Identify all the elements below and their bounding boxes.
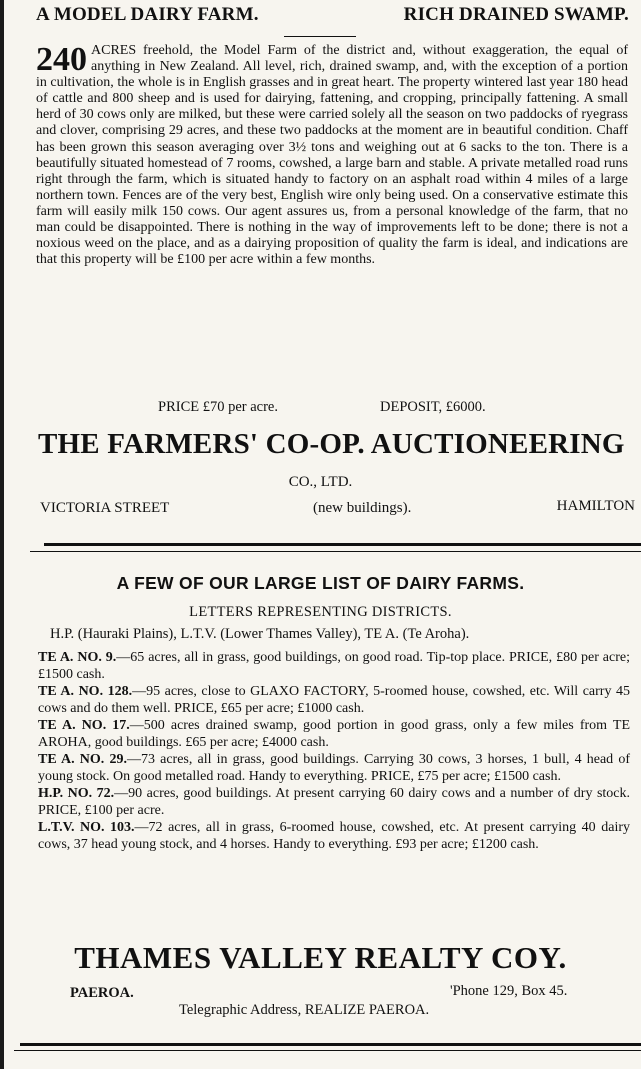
ad1-title-divider — [284, 36, 356, 37]
ad1-deposit: DEPOSIT, £6000. — [380, 399, 486, 415]
ad1-price: PRICE £70 per acre. — [158, 399, 278, 415]
listing-item — [38, 718, 630, 751]
listing-label: TE A. NO. 17. — [38, 718, 130, 733]
ad2-subheading: LETTERS REPRESENTING DISTRICTS. — [189, 604, 452, 620]
listing-item — [38, 650, 630, 683]
ad-separator-thin — [30, 551, 641, 552]
ad2-district-key: H.P. (Hauraki Plains), L.T.V. (Lower Thames Valley), TE A. (Te Aroha). — [50, 626, 470, 642]
ad-separator-bottom-thin — [14, 1050, 641, 1051]
ad1-title-right: RICH DRAINED SWAMP. — [403, 4, 629, 25]
ad1-body — [36, 43, 628, 268]
ad1-company-sub: CO., LTD. — [288, 474, 353, 490]
ad-separator-bottom — [20, 1043, 641, 1046]
ad2-phone: 'Phone 129, Box 45. — [450, 983, 568, 999]
ad2-town: PAEROA. — [70, 985, 134, 1001]
ad2-company: THAMES VALLEY REALTY COY. — [74, 940, 567, 975]
listing-label: TE A. NO. 128. — [38, 684, 133, 699]
listing-item — [38, 752, 630, 785]
ad1-title-left: A MODEL DAIRY FARM. — [36, 4, 259, 25]
page-edge — [0, 0, 4, 1069]
listing-item — [38, 684, 630, 717]
ad2-heading: A FEW OF OUR LARGE LIST OF DAIRY FARMS. — [116, 573, 525, 593]
listing-text: —65 acres, all in grass, good buildings, on good road. Tip-top place. PRICE, £80 per acre; £1500 cash. — [38, 650, 630, 682]
listing-label: TE A. NO. 9. — [38, 650, 117, 665]
listing-label: TE A. NO. 29. — [38, 752, 127, 767]
ad2-telegraphic: Telegraphic Address, REALIZE PAEROA. — [179, 1002, 430, 1018]
listing-text: —72 acres, all in grass, 6-roomed house, cowshed, etc. At present carrying 40 dairy cows, 37 head young stock, and 4 horses. Handy to everything. £93 per acre; £1200 cash. — [38, 820, 630, 852]
ad1-company: THE FARMERS' CO-OP. AUCTIONEERING — [38, 428, 625, 460]
ad2-listings — [38, 650, 630, 853]
listing-label: H.P. NO. 72. — [38, 786, 115, 801]
listing-label: L.T.V. NO. 103. — [38, 820, 135, 835]
ad-separator-top — [44, 543, 641, 546]
ad1-buildings: (new buildings). — [313, 500, 412, 516]
ad1-town: HAMILTON — [556, 498, 635, 514]
listing-text: —500 acres drained swamp, good portion in good grass, only a few miles from TE AROHA, good buildings. £65 per acre; £4000 cash. — [38, 718, 630, 750]
ad1-body-text: ACRES freehold, the Model Farm of the district and, without exaggeration, the equal of anything in New Zealand. All level, rich, drained swamp, and, with the exception of a portion in cultivation, the whole is in English grasses and in great heart. The property wintered last year 180 head of cattle and 800 sheep and is used for dairying, fattening, and cropping, principally fattening. A small herd of 30 cows only are milked, but these were carried solely all the season on two paddocks of ryegrass and clover, comprising 29 acres, and these two paddocks at the moment are in beautiful condition. Chaff has been grown this season averaging over 3½ tons and weighing out at 6 sacks to the ton. There is a beautifully situated homestead of 7 rooms, cowshed, a large barn and stable. A private metalled road runs right through the farm, which is situated handy to factory on an asphalt road within 4 miles of a large northern town. Fences are of the very best, English wire only being used. On a conservative estimate this farm will easily milk 150 cows. Our agent assures us, from a personal knowledge of the farm, that no man could be disappointed. There is nothing in the way of improvements left to be done; there is not a noxious weed on the place, and as a dairying proposition of quality the farm is ideal, and indications are that this property will be £100 per acre within a few months. — [36, 43, 628, 268]
ad1-street: VICTORIA STREET — [40, 500, 170, 516]
listing-item — [38, 786, 630, 819]
ad1-lead-number: 240 — [36, 41, 87, 78]
listing-item — [38, 820, 630, 853]
listing-text: —95 acres, close to GLAXO FACTORY, 5-roomed house, cowshed, etc. Will carry 45 cows and do them well. PRICE, £65 per acre; £1000 cash. — [38, 684, 630, 716]
listing-text: —73 acres, all in grass, good buildings. Carrying 30 cows, 3 horses, 1 bull, 4 head of young stock. On good metalled road. Handy to everything. PRICE, £75 per acre; £1500 cash. — [38, 752, 630, 784]
listing-text: —90 acres, good buildings. At present carrying 60 dairy cows and a number of dry stock. PRICE, £100 per acre. — [38, 786, 631, 818]
